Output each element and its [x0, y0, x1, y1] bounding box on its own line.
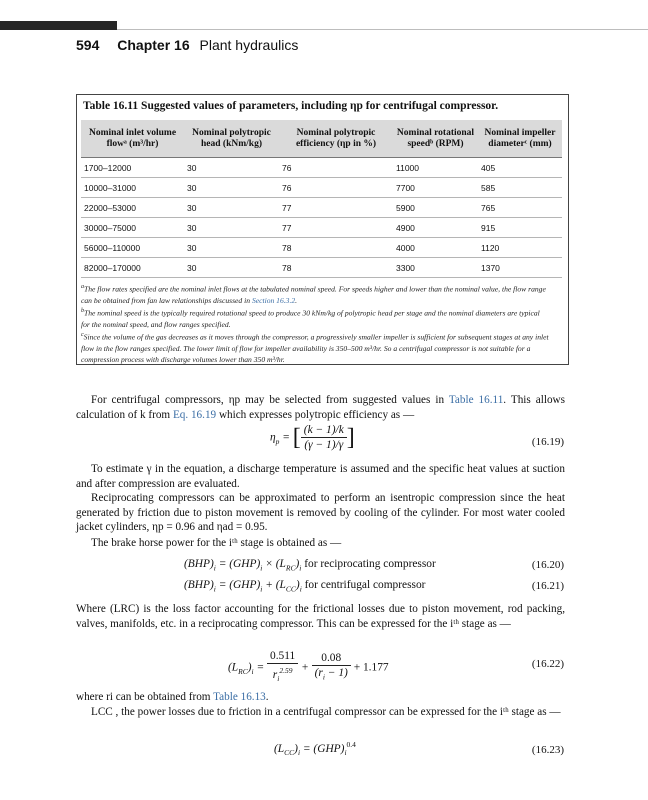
footnote-a: $^a$The flow rates specified are the nominal inlet flows at the tabulated nominal speed. For speeds higher and lower than the nominal value, the flow range can be obtained from fan law relationships discussed in Section 16.3.2.: [81, 284, 546, 305]
col-header: Nominal rotational speedᵇ (RPM): [393, 120, 478, 158]
table-row: [81, 158, 562, 178]
paragraph-6: where ri can be obtained from Table 16.13.: [76, 691, 269, 703]
eq-number: (16.20): [531, 559, 564, 571]
cell: 30: [184, 258, 279, 278]
cell: 82000–170000: [81, 258, 184, 278]
cell: 77: [279, 218, 393, 238]
eq-number: (16.19): [531, 436, 564, 448]
header-bar: [0, 21, 117, 30]
col-header: Nominal inlet volume flowᵃ (m³/hr): [81, 120, 184, 158]
equation-16-20: $(BHP)_i = (GHP)_i \times (L_{RC})_i$ for reciprocating compressor: [184, 558, 436, 573]
table-box: [76, 94, 569, 365]
table-footnotes: [81, 282, 549, 365]
cell: 4900: [393, 218, 478, 238]
equation-16-19: $\eta_p$ = [ $\frac{(k - 1)/k}{(\gamma - 1)/\gamma}$ ]: [270, 424, 355, 451]
cell: 1120: [478, 238, 562, 258]
chapter-title: Plant hydraulics: [199, 37, 299, 53]
cell: 3300: [393, 258, 478, 278]
table-header-row: [81, 120, 562, 158]
footnote-b: $^b$The nominal speed is the typically required rotational speed to produce 30 kNm/kg of polytropic head per stage and the nominal diameters are typical for the nominal speed, and flow ranges specified.: [81, 307, 540, 329]
table-row: [81, 238, 562, 258]
table-link[interactable]: Table 16.11: [448, 394, 504, 406]
chapter-label: Chapter 16: [117, 37, 190, 53]
cell: 10000–31000: [81, 178, 184, 198]
cell: 4000: [393, 238, 478, 258]
table-row: [81, 258, 562, 278]
cell: 22000–53000: [81, 198, 184, 218]
cell: 30: [184, 158, 279, 178]
eq-number: (16.23): [531, 744, 564, 756]
cell: 5900: [393, 198, 478, 218]
cell: 585: [478, 178, 562, 198]
paragraph-7: LCC , the power losses due to friction in a centrifugal compressor can be expressed for the iᵗʰ stage as —: [91, 706, 561, 718]
cell: 78: [279, 258, 393, 278]
cell: 30: [184, 218, 279, 238]
cell: 30000–75000: [81, 218, 184, 238]
running-head: [76, 37, 298, 53]
cell: 405: [478, 158, 562, 178]
table-title: Table 16.11 Suggested values of parameters, including ηp for centrifugal compressor.: [83, 100, 499, 112]
parameters-table: [81, 120, 562, 278]
equation-16-23: $(L_{CC})_i = (GHP)_i^{0.4}$: [274, 740, 356, 758]
table-link[interactable]: Table 16.13: [213, 691, 266, 703]
cell: 7700: [393, 178, 478, 198]
cell: 765: [478, 198, 562, 218]
paragraph-4: The brake horse power for the iᵗʰ stage is obtained as —: [91, 537, 342, 549]
cell: 56000–110000: [81, 238, 184, 258]
cell: 915: [478, 218, 562, 238]
cell: 76: [279, 158, 393, 178]
col-header: Nominal polytropic efficiency (ηp in %): [279, 120, 393, 158]
cell: 1700–12000: [81, 158, 184, 178]
equation-link[interactable]: Eq. 16.19: [172, 408, 217, 421]
table-row: [81, 218, 562, 238]
section-link[interactable]: Section 16.3.2: [251, 295, 296, 305]
equation-16-21: $(BHP)_i = (GHP)_i + (L_{CC})_i$ for centrifugal compressor: [184, 579, 426, 594]
cell: 77: [279, 198, 393, 218]
paragraph-5: Where (LRC) is the loss factor accounting for the frictional losses due to piston movement, rod packing, valves, manifolds, etc. in a reciprocating compressor. This can be expressed for the iᵗʰ stage as —: [76, 603, 565, 630]
paragraph-2: To estimate γ in the equation, a discharge temperature is assumed and the specific heat values at suction and after compression are evaluated.: [76, 463, 565, 490]
table-row: [81, 198, 562, 218]
cell: 30: [184, 238, 279, 258]
eq-number: (16.22): [531, 658, 564, 670]
cell: 30: [184, 178, 279, 198]
table-row: [81, 178, 562, 198]
footnote-c: $^c$Since the volume of the gas decreases as it moves through the compressor, a progressively smaller impeller is sufficient for subsequent stages at any inlet flow in the flow ranges specified. The lower limit of flow for impeller availability is 350–500 m³/hr. So a centrifugal compressor is not suitable for a compression process with discharge volumes lower than 350 m³/hr.: [81, 331, 549, 364]
col-header: Nominal impeller diameterᶜ (mm): [478, 120, 562, 158]
page-number: 594: [76, 37, 100, 53]
paragraph-1: For centrifugal compressors, ηp may be selected from suggested values in Table 16.11. This allows calculation of k from Eq. 16.19 which expresses polytropic efficiency as —: [76, 394, 565, 421]
col-header: Nominal polytropic head (kNm/kg): [184, 120, 279, 158]
header-rule: [117, 29, 648, 30]
cell: 30: [184, 198, 279, 218]
equation-16-22: $(L_{RC})_i$ = $\frac{0.511}{r_i^{2.59}}$ + $\frac{0.08}{(r_i - 1)}$ + 1.177: [228, 650, 389, 684]
cell: 78: [279, 238, 393, 258]
paragraph-3: Reciprocating compressors can be approximated to perform an isentropic compression since the heat generated by friction due to piston movement is removed by cooling of the cylinder. For most water cooled jacket cylinders, ηp = 0.96 and ηad = 0.95.: [76, 492, 565, 533]
eq-number: (16.21): [531, 580, 564, 592]
cell: 1370: [478, 258, 562, 278]
cell: 76: [279, 178, 393, 198]
cell: 11000: [393, 158, 478, 178]
